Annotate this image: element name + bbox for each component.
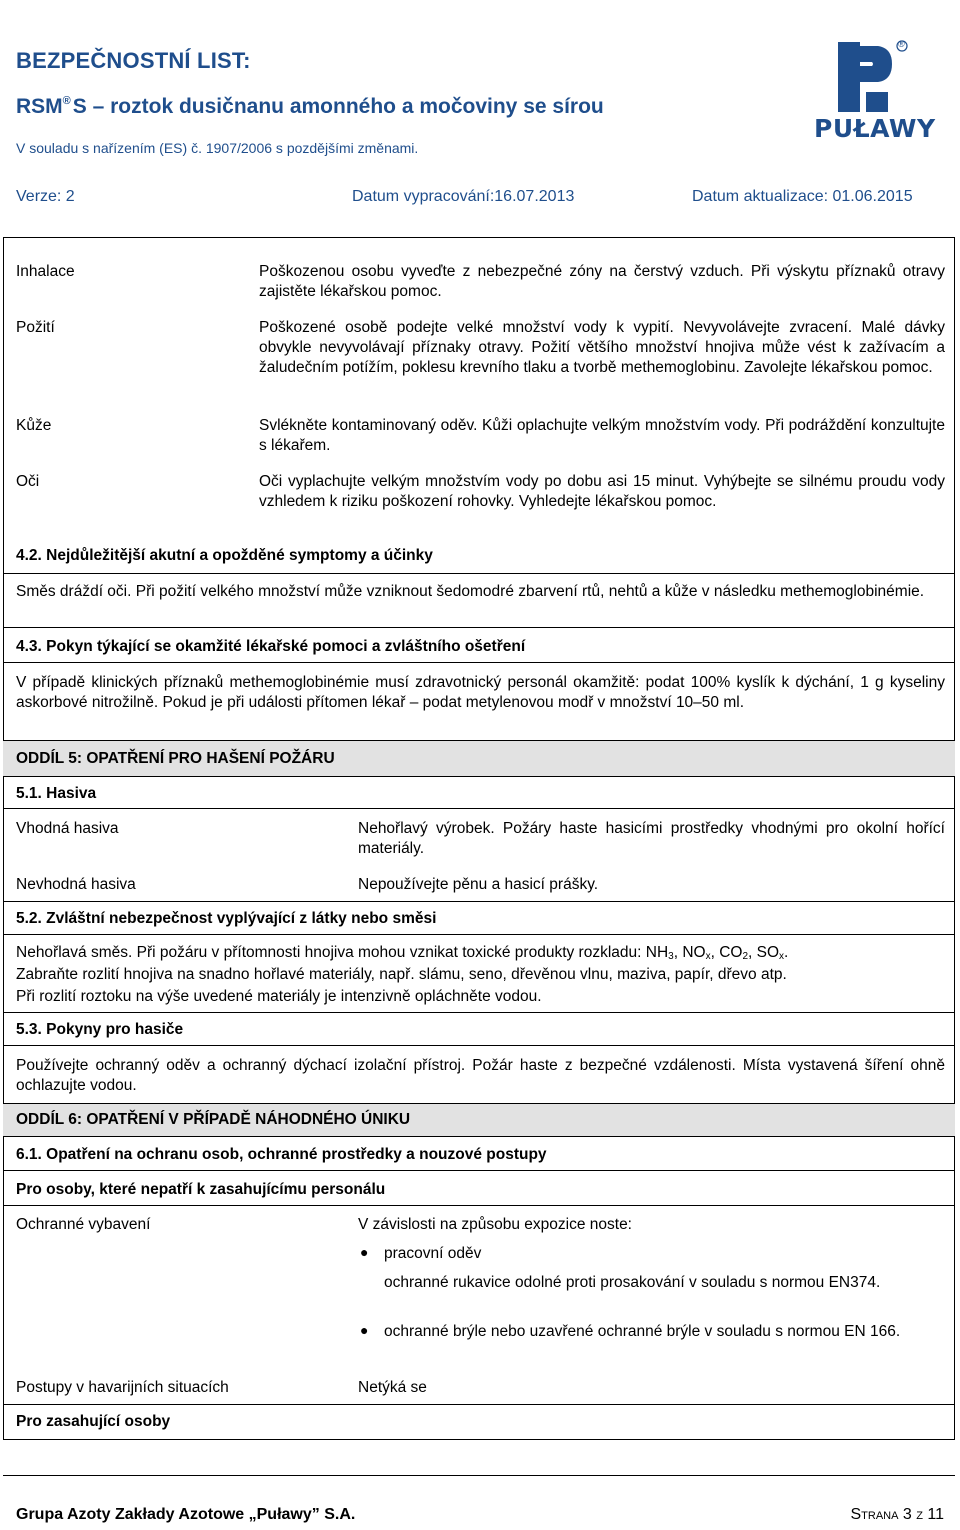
- s5-2-text-d: , SO: [748, 944, 780, 961]
- nox-subscript: x: [705, 951, 711, 962]
- co2-subscript: 2: [742, 951, 749, 962]
- s5-2-text-c: , CO: [710, 944, 743, 961]
- s5-2-text-a: Nehořlavá směs. Při požáru v přítomnosti hnojiva mohou vznikat toxické produkty rozkladu: NH: [16, 944, 669, 961]
- equipment-item-2: ochranné rukavice odolné proti prosakování v souladu s normou EN374.: [384, 1274, 881, 1291]
- protective-equipment-label: Ochranné vybavení: [16, 1216, 151, 1233]
- first-aid-label-skin: Kůže: [16, 417, 52, 434]
- protective-equipment-intro: V závislosti na způsobu expozice noste:: [358, 1216, 632, 1233]
- section-5-2-heading: 5.2. Zvláštní nebezpečnost vyplývající z látky nebo směsi: [16, 910, 437, 927]
- section-5-2-line-1: [16, 943, 788, 967]
- equipment-item-3: ochranné brýle nebo uzavřené ochranné brýle v souladu s normou EN 166.: [384, 1323, 901, 1340]
- divider: [3, 627, 955, 628]
- first-aid-text-ingestion: Poškozené osobě podejte velké množství vody k vypití. Nevyvolávejte zvracení. Malé dávky obvykle nevyvolávají příznaky otravy. Požití většího množství hnojiva může vést k zažívacím a žaludečním potížím, poklesu krevního tlaku a tvorbě methemoglobinu. Zavolejte lékařskou pomoc.: [259, 319, 945, 376]
- suitable-media-label: Vhodná hasiva: [16, 820, 119, 837]
- divider: [3, 1012, 955, 1013]
- first-aid-text-skin: Svlékněte kontaminovaný oděv. Kůži oplachujte velkým množstvím vody. Při podráždění konzultujte s lékařem.: [259, 417, 945, 454]
- section-4-2-text: Směs dráždí oči. Při požití velkého množství může vzniknout šedomodré zbarvení rtů, nehtů a kůže v následku methemoglobinémie.: [16, 583, 925, 600]
- unsuitable-media-text: Nepoužívejte pěnu a hasicí prášky.: [358, 876, 599, 893]
- divider: [3, 662, 955, 663]
- divider: [3, 1170, 955, 1171]
- date-updated: Datum aktualizace: 01.06.2015: [692, 188, 913, 205]
- equipment-item-1: pracovní oděv: [384, 1245, 482, 1262]
- page-number: Strana 3 z 11: [850, 1506, 944, 1523]
- registered-mark: ®: [62, 95, 71, 107]
- emergency-procedures-text: Netýká se: [358, 1379, 427, 1396]
- section-5-3-heading: 5.3. Pokyny pro hasiče: [16, 1021, 184, 1038]
- sox-subscript: x: [779, 951, 785, 962]
- section-5-title: ODDÍL 5: OPATŘENÍ PRO HAŠENÍ POŽÁRU: [16, 750, 335, 767]
- logo-registered: ®: [898, 39, 905, 49]
- version: Verze: 2: [16, 188, 75, 205]
- suitable-media-text: Nehořlavý výrobek. Požáry haste hasicími prostředky vhodnými pro okolní hořící materiály.: [358, 820, 945, 857]
- logo-text: PUŁAWY: [814, 114, 936, 143]
- product-name-text: S – roztok dusičnanu amonného a močoviny se sírou: [72, 95, 604, 118]
- product-name: [16, 95, 604, 119]
- emergency-procedures-label: Postupy v havarijních situacích: [16, 1379, 229, 1396]
- section-4-3-text: V případě klinických příznaků methemoglobinémie musí zdravotnický personál okamžitě: podat 100% kyslík k dýchání, 1 g kyseliny askorbové nitrožilně. Pokud je při události přítomen lékař – podat metylenovou modř v množství 10–50 ml.: [16, 674, 945, 711]
- first-aid-label-eyes: Oči: [16, 473, 40, 490]
- footer-rule: [3, 1475, 955, 1476]
- bullet-icon: ●: [360, 1322, 369, 1338]
- first-aid-text-inhalation: Poškozenou osobu vyveďte z nebezpečné zóny na čerstvý vzduch. Při výskytu příznaků otravy zajistěte lékařskou pomoc.: [259, 263, 945, 300]
- section-5-2-line-2: Zabraňte rozlití hnojiva na snadno hořlavé materiály, např. slámu, seno, dřevěnou vlnu, maziva, papír, dřevo atp.: [16, 966, 787, 983]
- s5-2-text-e: .: [784, 944, 789, 961]
- s5-2-text-b: , NO: [673, 944, 706, 961]
- section-5-2-line-3: Při rozlití roztoku na výše uvedené materiály je intenzivně opláchněte vodou.: [16, 988, 542, 1005]
- unsuitable-media-label: Nevhodná hasiva: [16, 876, 136, 893]
- divider: [3, 901, 955, 902]
- section-6-title: ODDÍL 6: OPATŘENÍ V PŘÍPADĚ NÁHODNÉHO ÚNIKU: [16, 1111, 411, 1128]
- non-emergency-heading: Pro osoby, které nepatří k zasahujícímu personálu: [16, 1181, 386, 1198]
- divider: [3, 573, 955, 574]
- first-aid-label-ingestion: Požití: [16, 319, 55, 336]
- bullet-icon: ●: [360, 1244, 369, 1260]
- divider: [3, 1205, 955, 1206]
- nh3-subscript: 3: [668, 951, 674, 962]
- date-prepared: Datum vypracování:16.07.2013: [352, 188, 575, 205]
- regulation-note: V souladu s nařízením (ES) č. 1907/2006 s pozdějšími změnami.: [16, 140, 419, 156]
- footer-company: Grupa Azoty Zakłady Azotowe „Puławy” S.A.: [16, 1506, 356, 1523]
- first-aid-text-eyes: Oči vyplachujte velkým množstvím vody po dobu asi 15 minut. Vyhýbejte se silnému proudu vody vzhledem k riziku poškození rohovky. Vyhledejte lékařskou pomoc.: [259, 473, 945, 510]
- product-prefix: RSM: [16, 95, 63, 118]
- first-aid-label-inhalation: Inhalace: [16, 263, 75, 280]
- responders-heading: Pro zasahující osoby: [16, 1413, 171, 1430]
- divider: [3, 1404, 955, 1405]
- document-title: BEZPEČNOSTNÍ LIST:: [16, 48, 251, 73]
- divider: [3, 808, 955, 809]
- section-5-1-heading: 5.1. Hasiva: [16, 785, 97, 802]
- divider: [3, 1045, 955, 1046]
- pulawy-logo: [814, 36, 936, 146]
- divider: [3, 934, 955, 935]
- section-4-3-heading: 4.3. Pokyn týkající se okamžité lékařské pomoci a zvláštního ošetření: [16, 638, 526, 655]
- section-6-1-heading: 6.1. Opatření na ochranu osob, ochranné prostředky a nouzové postupy: [16, 1146, 547, 1163]
- section-5-3-text: Používejte ochranný oděv a ochranný dýchací izolační přístroj. Požár haste z bezpečné vzdálenosti. Místa vystavená šíření ohně ochlazujte vodou.: [16, 1057, 945, 1094]
- section-4-2-heading: 4.2. Nejdůležitější akutní a opožděné symptomy a účinky: [16, 547, 433, 564]
